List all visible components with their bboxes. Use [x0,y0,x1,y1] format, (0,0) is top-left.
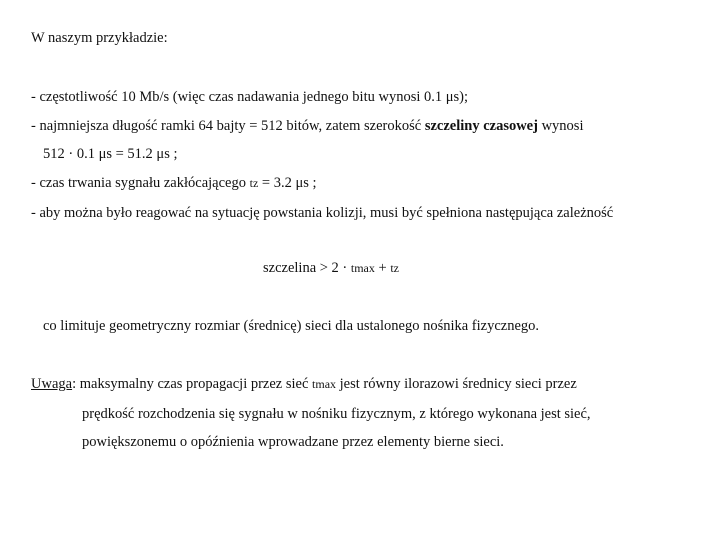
limit-line: co limituje geometryczny rozmiar (średnicę) sieci dla ustalonego nośnika fizycznego. [43,318,540,334]
condition-line: - aby można było reagować na sytuację powstania kolizji, musi być spełniona następująca zależność [31,205,614,221]
time-slot-term: szczeliny czasowej [424,118,538,134]
slot-calculation: 512 · 0.1 μs = 51.2 μs ; [43,146,178,162]
frame-length-line [31,117,583,135]
note-line-3: powiększonemu o opóźnienia wprowadzane przez elementy bierne sieci. [82,434,504,450]
frame-text-part2: wynosi [537,118,584,134]
formula-plus: + [374,260,391,276]
formula-left: szczelina > 2 · [263,260,351,276]
formula-tz: tz [390,261,399,275]
frame-text-part1: - najmniejsza długość ramki 64 bajty = 512 bitów, zatem szerokość [31,118,425,134]
intro-text: W naszym przykładzie: [31,30,168,46]
note-tmax: tmax [312,377,337,391]
note-line-2: prędkość rozchodzenia się sygnału w nośniku fizycznym, z którego wykonana jest sieć, [82,406,591,422]
jam-tz-symbol: tz [249,176,259,190]
note-line-1 [31,375,577,393]
formula-tmax: tmax [350,261,375,275]
jam-text-pre: - czas trwania sygnału zakłócającego [31,175,250,191]
jam-signal-line [31,174,317,192]
note-line1-post: jest równy ilorazowi średnicy sieci przez [336,376,577,392]
jam-text-post: = 3.2 μs ; [258,175,317,191]
formula [263,259,399,277]
note-line1-pre: : maksymalny czas propagacji przez sieć [72,376,313,392]
frequency-line: - częstotliwość 10 Mb/s (więc czas nadawania jednego bitu wynosi 0.1 μs); [31,89,469,105]
note-label: Uwaga [31,376,73,392]
